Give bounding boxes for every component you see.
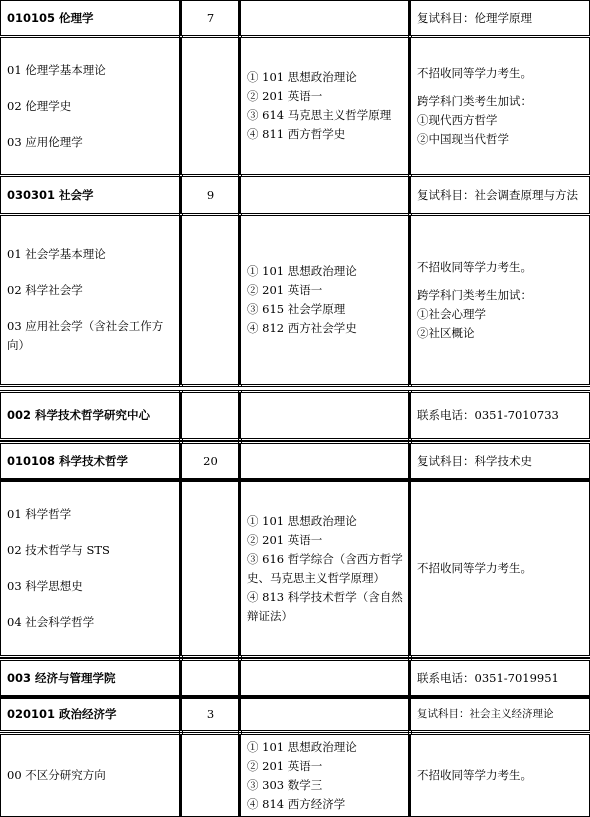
enrollment-count-cell <box>181 698 240 731</box>
direction-item: 00 不区分研究方向 <box>7 768 106 782</box>
direction-item: 02 技术哲学与 STS <box>7 543 110 557</box>
exam-item: ① 101 思想政治理论 <box>247 739 357 754</box>
count-cell-empty <box>181 734 240 817</box>
exam-item: ② 201 英语一 <box>247 758 323 773</box>
direction-item: 02 科学社会学 <box>7 283 83 297</box>
exam-item: ③ 614 马克思主义哲学原理 <box>247 108 392 122</box>
exam-item: ① 101 思想政治理论 <box>247 513 357 528</box>
department-title: 003 经济与管理学院 <box>7 670 116 685</box>
enrollment-count: 7 <box>206 10 215 25</box>
exam-cell-empty <box>240 0 410 36</box>
exams-cell <box>240 734 410 817</box>
enrollment-count: 20 <box>203 453 218 468</box>
exam-cell-empty <box>240 698 410 731</box>
exams-cell <box>240 37 410 175</box>
exam-item: ④ 812 西方社会学史 <box>247 321 357 335</box>
direction-item: 03 科学思想史 <box>7 579 83 593</box>
contact-cell <box>410 392 590 439</box>
exam-item: ② 201 英语一 <box>247 89 323 103</box>
count-cell-empty <box>181 481 240 656</box>
directions-cell <box>0 481 181 656</box>
remarks-cell <box>410 734 590 817</box>
retest-note: 复试科目：社会调查原理与方法 <box>417 188 578 202</box>
exam-item: ③ 615 社会学原理 <box>247 302 346 316</box>
exam-cell-empty <box>240 392 410 439</box>
directions-cell <box>0 37 181 175</box>
exam-item: ④ 813 科学技术哲学（含自然辩证法） <box>247 589 403 623</box>
no-equivalent-note: 不招收同等学力考生。 <box>417 259 532 274</box>
enrollment-count-cell <box>181 176 240 214</box>
directions-cell <box>0 215 181 385</box>
no-equivalent-note: 不招收同等学力考生。 <box>417 561 532 575</box>
count-cell-empty <box>181 660 240 696</box>
no-equivalent-note: 不招收同等学力考生。 <box>417 768 532 782</box>
enrollment-count-cell <box>181 443 240 479</box>
extra-exam-title: 跨学科门类考生加试： <box>417 287 532 302</box>
exam-cell-empty <box>240 660 410 696</box>
department-title-cell <box>0 392 181 439</box>
major-title: 010105 伦理学 <box>7 10 94 25</box>
retest-note: 复试科目：社会主义经济理论 <box>417 708 554 720</box>
count-cell-empty <box>181 392 240 439</box>
major-title-cell <box>0 698 181 731</box>
exam-item: ④ 811 西方哲学史 <box>247 127 346 141</box>
remarks-cell <box>410 481 590 656</box>
department-title-cell <box>0 660 181 696</box>
extra-exam-title: 跨学科门类考生加试： <box>417 93 532 108</box>
exam-cell-empty <box>240 443 410 479</box>
no-equivalent-note: 不招收同等学力考生。 <box>417 65 532 80</box>
retest-note: 复试科目：伦理学原理 <box>417 10 532 25</box>
enrollment-count: 3 <box>206 707 215 721</box>
extra-exam-item: ①现代西方哲学 <box>417 112 498 127</box>
major-title-cell <box>0 0 181 36</box>
extra-exam-item: ①社会心理学 <box>417 306 486 321</box>
exam-item: ③ 616 哲学综合（含西方哲学史、马克思主义哲学原理） <box>247 551 403 585</box>
exam-item: ① 101 思想政治理论 <box>247 264 357 278</box>
note-cell <box>410 176 590 214</box>
exam-item: ① 101 思想政治理论 <box>247 70 357 84</box>
extra-exam-item: ②中国现当代哲学 <box>417 131 509 146</box>
direction-item: 03 应用伦理学 <box>7 134 83 149</box>
major-title-cell <box>0 176 181 214</box>
direction-item: 02 伦理学史 <box>7 98 72 113</box>
major-title: 030301 社会学 <box>7 187 94 202</box>
exams-cell <box>240 481 410 656</box>
direction-item: 01 科学哲学 <box>7 507 72 521</box>
exam-item: ② 201 英语一 <box>247 532 323 547</box>
exam-item: ② 201 英语一 <box>247 283 323 297</box>
exams-cell <box>240 215 410 385</box>
major-title: 010108 科学技术哲学 <box>7 453 129 468</box>
remarks-cell <box>410 215 590 385</box>
direction-item: 03 应用社会学（含社会工作方向） <box>7 319 164 352</box>
enrollment-count-cell <box>181 0 240 36</box>
directions-cell <box>0 734 181 817</box>
retest-note: 复试科目：科学技术史 <box>417 453 532 468</box>
exam-item: ③ 303 数学三 <box>247 777 323 792</box>
major-title-cell <box>0 443 181 479</box>
note-cell <box>410 698 590 731</box>
exam-cell-empty <box>240 176 410 214</box>
enrollment-count: 9 <box>206 187 215 202</box>
contact-phone: 联系电话：0351-7019951 <box>417 670 559 685</box>
contact-cell <box>410 660 590 696</box>
note-cell <box>410 0 590 36</box>
direction-item: 01 伦理学基本理论 <box>7 62 106 77</box>
major-title: 020101 政治经济学 <box>7 707 117 721</box>
department-title: 002 科学技术哲学研究中心 <box>7 408 151 422</box>
exam-item: ④ 814 西方经济学 <box>247 796 346 811</box>
direction-item: 04 社会科学哲学 <box>7 615 95 629</box>
count-cell-empty <box>181 37 240 175</box>
contact-phone: 联系电话：0351-7010733 <box>417 408 559 422</box>
remarks-cell <box>410 37 590 175</box>
direction-item: 01 社会学基本理论 <box>7 247 106 261</box>
extra-exam-item: ②社区概论 <box>417 325 475 340</box>
note-cell <box>410 443 590 479</box>
count-cell-empty <box>181 215 240 385</box>
